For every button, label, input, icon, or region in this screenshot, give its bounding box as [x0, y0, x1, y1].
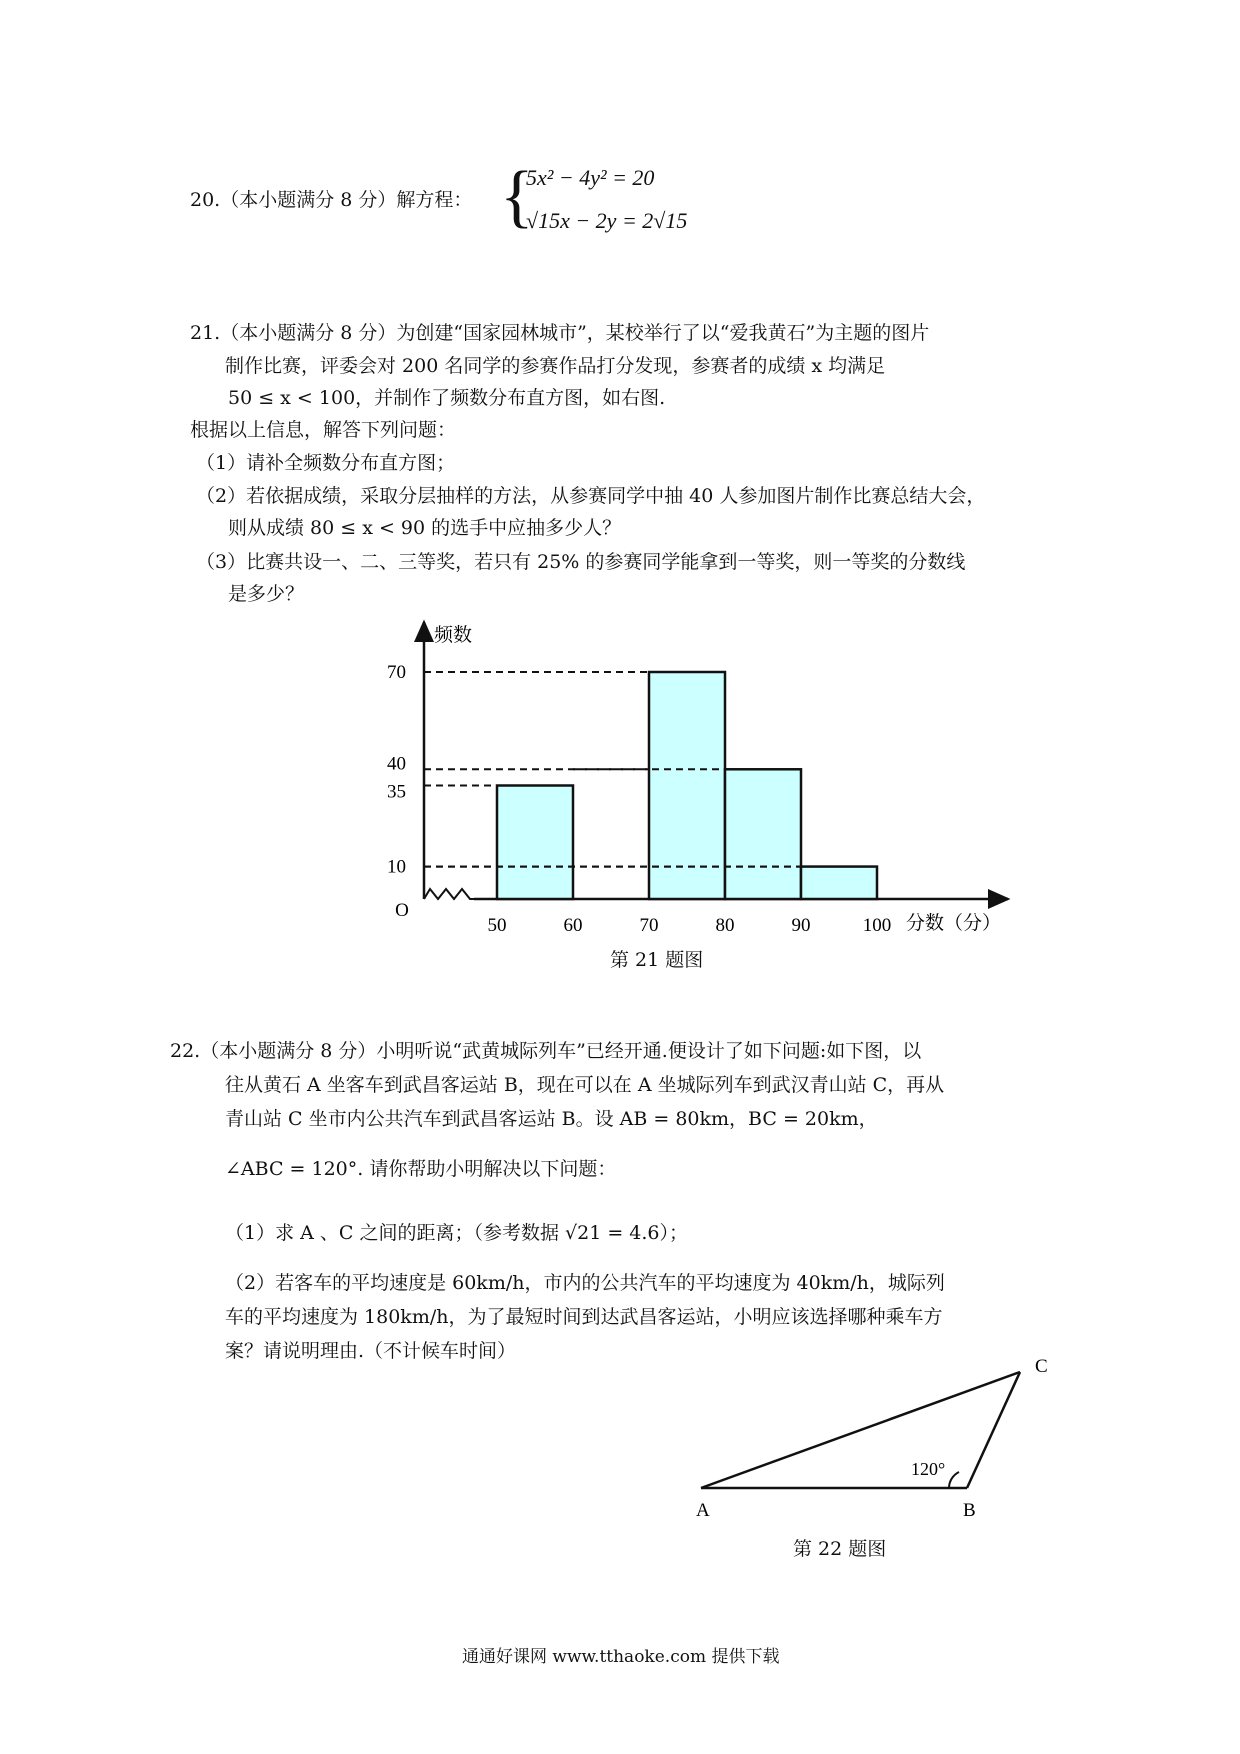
side-ac — [701, 1372, 1020, 1488]
q21-line-1: 21.（本小题满分 8 分）为创建“国家园林城市”，某校举行了以“爱我黄石”为主题的图片 — [190, 322, 930, 344]
page-footer: 通通好课网 www.tthaoke.com 提供下载 — [462, 1647, 780, 1667]
histogram-bar-90-100 — [801, 867, 877, 899]
y-axis-label: 频数 — [434, 625, 473, 646]
origin-label: O — [395, 900, 409, 921]
q22-line-1: 22.（本小题满分 8 分）小明听说“武黄城际列车”已经开通.便设计了如下问题:如下图，以 — [170, 1040, 922, 1062]
q21-part-2-cont: 则从成绩 80 ≤ x < 90 的选手中应抽多少人？ — [228, 517, 622, 539]
q21-line-3: 50 ≤ x < 100，并制作了频数分布直方图，如右图. — [228, 387, 666, 409]
q20-equation-1: 5x² − 4y² = 20 — [526, 165, 655, 190]
vertex-c-label: C — [1035, 1356, 1048, 1377]
angle-arc — [949, 1472, 959, 1488]
q21-part-2: （2）若依据成绩，采取分层抽样的方法，从参赛同学中抽 40 人参加图片制作比赛总结大会， — [196, 485, 986, 507]
q22-line-2: 往从黄石 A 坐客车到武昌客运站 B，现在可以在 A 坐城际列车到武汉青山站 C，再从 — [225, 1074, 945, 1096]
histogram-bar-70-80 — [649, 672, 725, 899]
q22-part-1: （1）求 A 、C 之间的距离；（参考数据 √21 = 4.6）； — [225, 1222, 689, 1244]
q21-line-2: 制作比赛，评委会对 200 名同学的参赛作品打分发现，参赛者的成绩 x 均满足 — [225, 355, 886, 377]
q21-part-1: （1）请补全频数分布直方图； — [196, 452, 456, 474]
histogram-bar-50-60 — [497, 786, 573, 900]
q22-part-2-cont: 车的平均速度为 180km/h，为了最短时间到达武昌客运站，小明应该选择哪种乘车方 — [225, 1306, 943, 1328]
x-tick-60: 60 — [563, 915, 583, 936]
triangle-figure — [680, 1350, 1100, 1550]
axis-break-zigzag — [424, 889, 474, 899]
q20-label: 20.（本小题满分 8 分）解方程： — [190, 189, 473, 211]
x-tick-70: 70 — [639, 915, 659, 936]
histogram-bar-80-90 — [725, 769, 801, 899]
q22-line-3: 青山站 C 坐市内公共汽车到武昌客运站 B。设 AB = 80km，BC = 20km， — [225, 1108, 878, 1130]
q21-line-4: 根据以上信息，解答下列问题： — [190, 419, 457, 441]
q21-part-3-cont: 是多少？ — [228, 583, 305, 605]
x-tick-50: 50 — [487, 915, 507, 936]
q22-part-2: （2）若客车的平均速度是 60km/h，市内的公共汽车的平均速度为 40km/h，城际列 — [225, 1272, 945, 1294]
q22-part-2-cont2: 案？请说明理由.（不计候车时间） — [225, 1340, 517, 1362]
q21-part-3: （3）比赛共设一、二、三等奖，若只有 25% 的参赛同学能拿到一等奖，则一等奖的分数线 — [196, 551, 966, 573]
y-tick-40: 40 — [387, 753, 406, 775]
figure-21-caption: 第 21 题图 — [610, 949, 704, 971]
x-tick-90: 90 — [791, 915, 811, 936]
vertex-b-label: B — [963, 1500, 976, 1521]
y-tick-70: 70 — [387, 662, 406, 683]
y-tick-35: 35 — [387, 781, 406, 803]
x-axis-label: 分数（分） — [906, 913, 1002, 934]
x-tick-80: 80 — [715, 915, 735, 936]
x-tick-100: 100 — [862, 915, 892, 936]
y-tick-10: 10 — [387, 856, 406, 878]
equation-brace: { — [500, 158, 534, 235]
q20-equation-2: √15x − 2y = 2√15 — [526, 208, 688, 233]
vertex-a-label: A — [696, 1500, 710, 1521]
q22-line-4: ∠ABC = 120°. 请你帮助小明解决以下问题： — [225, 1158, 617, 1180]
angle-label: 120° — [911, 1459, 946, 1479]
figure-22-caption: 第 22 题图 — [793, 1538, 887, 1560]
